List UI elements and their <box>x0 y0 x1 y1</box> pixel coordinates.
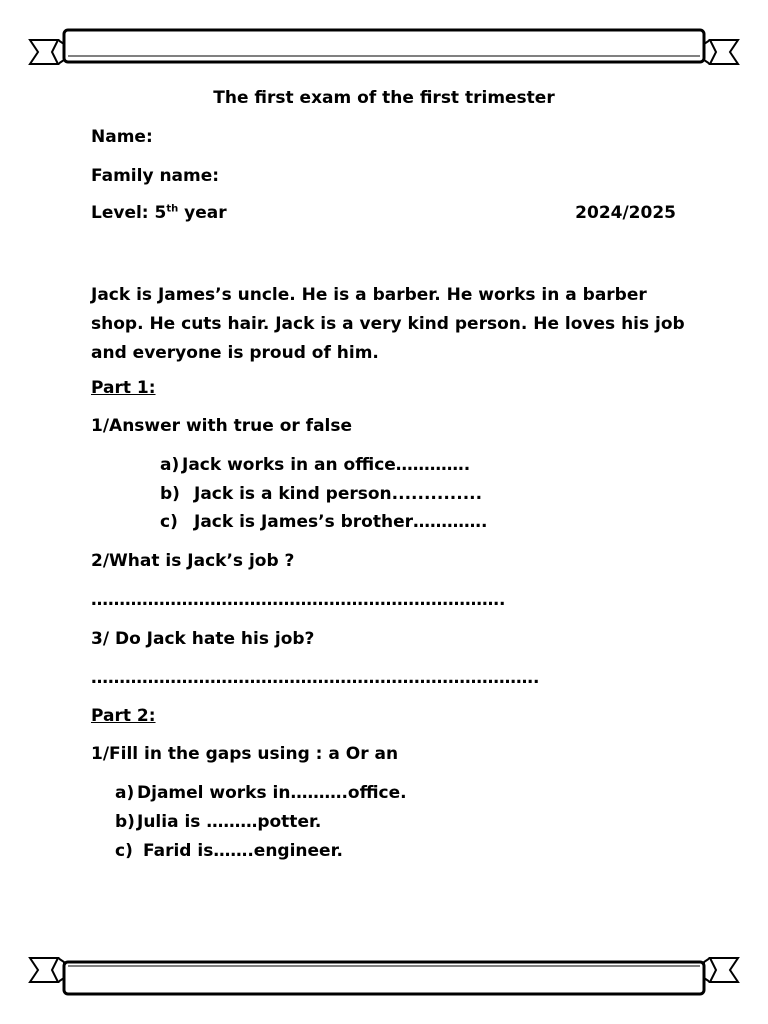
item-marker: b) <box>160 484 180 504</box>
reading-passage: Jack is James’s uncle. He is a barber. He works in a barber shop. He cuts hair. Jack is a very kind person. He loves his job and everyone is proud of him. <box>91 285 685 363</box>
scroll-banner-icon <box>28 952 740 996</box>
item-text: Jack is a kind person.............. <box>194 484 483 504</box>
top-scroll-banner <box>28 26 740 70</box>
list-item <box>160 484 482 504</box>
item-marker: a) <box>115 783 135 803</box>
item-text: Farid is…….engineer. <box>143 841 343 861</box>
list-item <box>115 841 343 861</box>
family-name-label: Family name: <box>91 166 220 186</box>
name-label: Name: <box>91 127 153 147</box>
level-superscript: th <box>166 203 179 215</box>
list-item <box>160 512 487 532</box>
school-year: 2024/2025 <box>575 203 676 223</box>
item-marker: b) <box>115 812 135 832</box>
scroll-banner-icon <box>28 26 740 70</box>
item-text: Julia is ………potter. <box>137 812 322 832</box>
part1-heading: Part 1: <box>91 378 156 398</box>
level-suffix: year <box>178 203 227 223</box>
part1-q1-prompt: 1/Answer with true or false <box>91 416 353 436</box>
bottom-scroll-banner <box>28 952 740 996</box>
item-text: Jack works in an office…………. <box>182 455 471 475</box>
item-text: Djamel works in……….office. <box>137 783 407 803</box>
part1-q2-answer-line: ………………………………………………………………. <box>91 590 506 610</box>
part1-q2-prompt: 2/What is Jack’s job ? <box>91 551 295 571</box>
list-item <box>115 812 321 832</box>
part1-q3-prompt: 3/ Do Jack hate his job? <box>91 629 315 649</box>
level-line <box>91 203 227 223</box>
exam-title: The first exam of the first trimester <box>213 88 555 108</box>
item-marker: c) <box>160 512 178 532</box>
item-marker: c) <box>115 841 133 861</box>
part1-q3-answer-line: ……………………………………………………………………. <box>91 668 540 688</box>
level-prefix: Level: 5 <box>91 203 167 223</box>
item-text: Jack is James’s brother…………. <box>194 512 488 532</box>
list-item <box>160 455 470 475</box>
list-item <box>115 783 407 803</box>
part2-heading: Part 2: <box>91 706 156 726</box>
part2-q1-prompt: 1/Fill in the gaps using : a Or an <box>91 744 399 764</box>
item-marker: a) <box>160 455 180 475</box>
